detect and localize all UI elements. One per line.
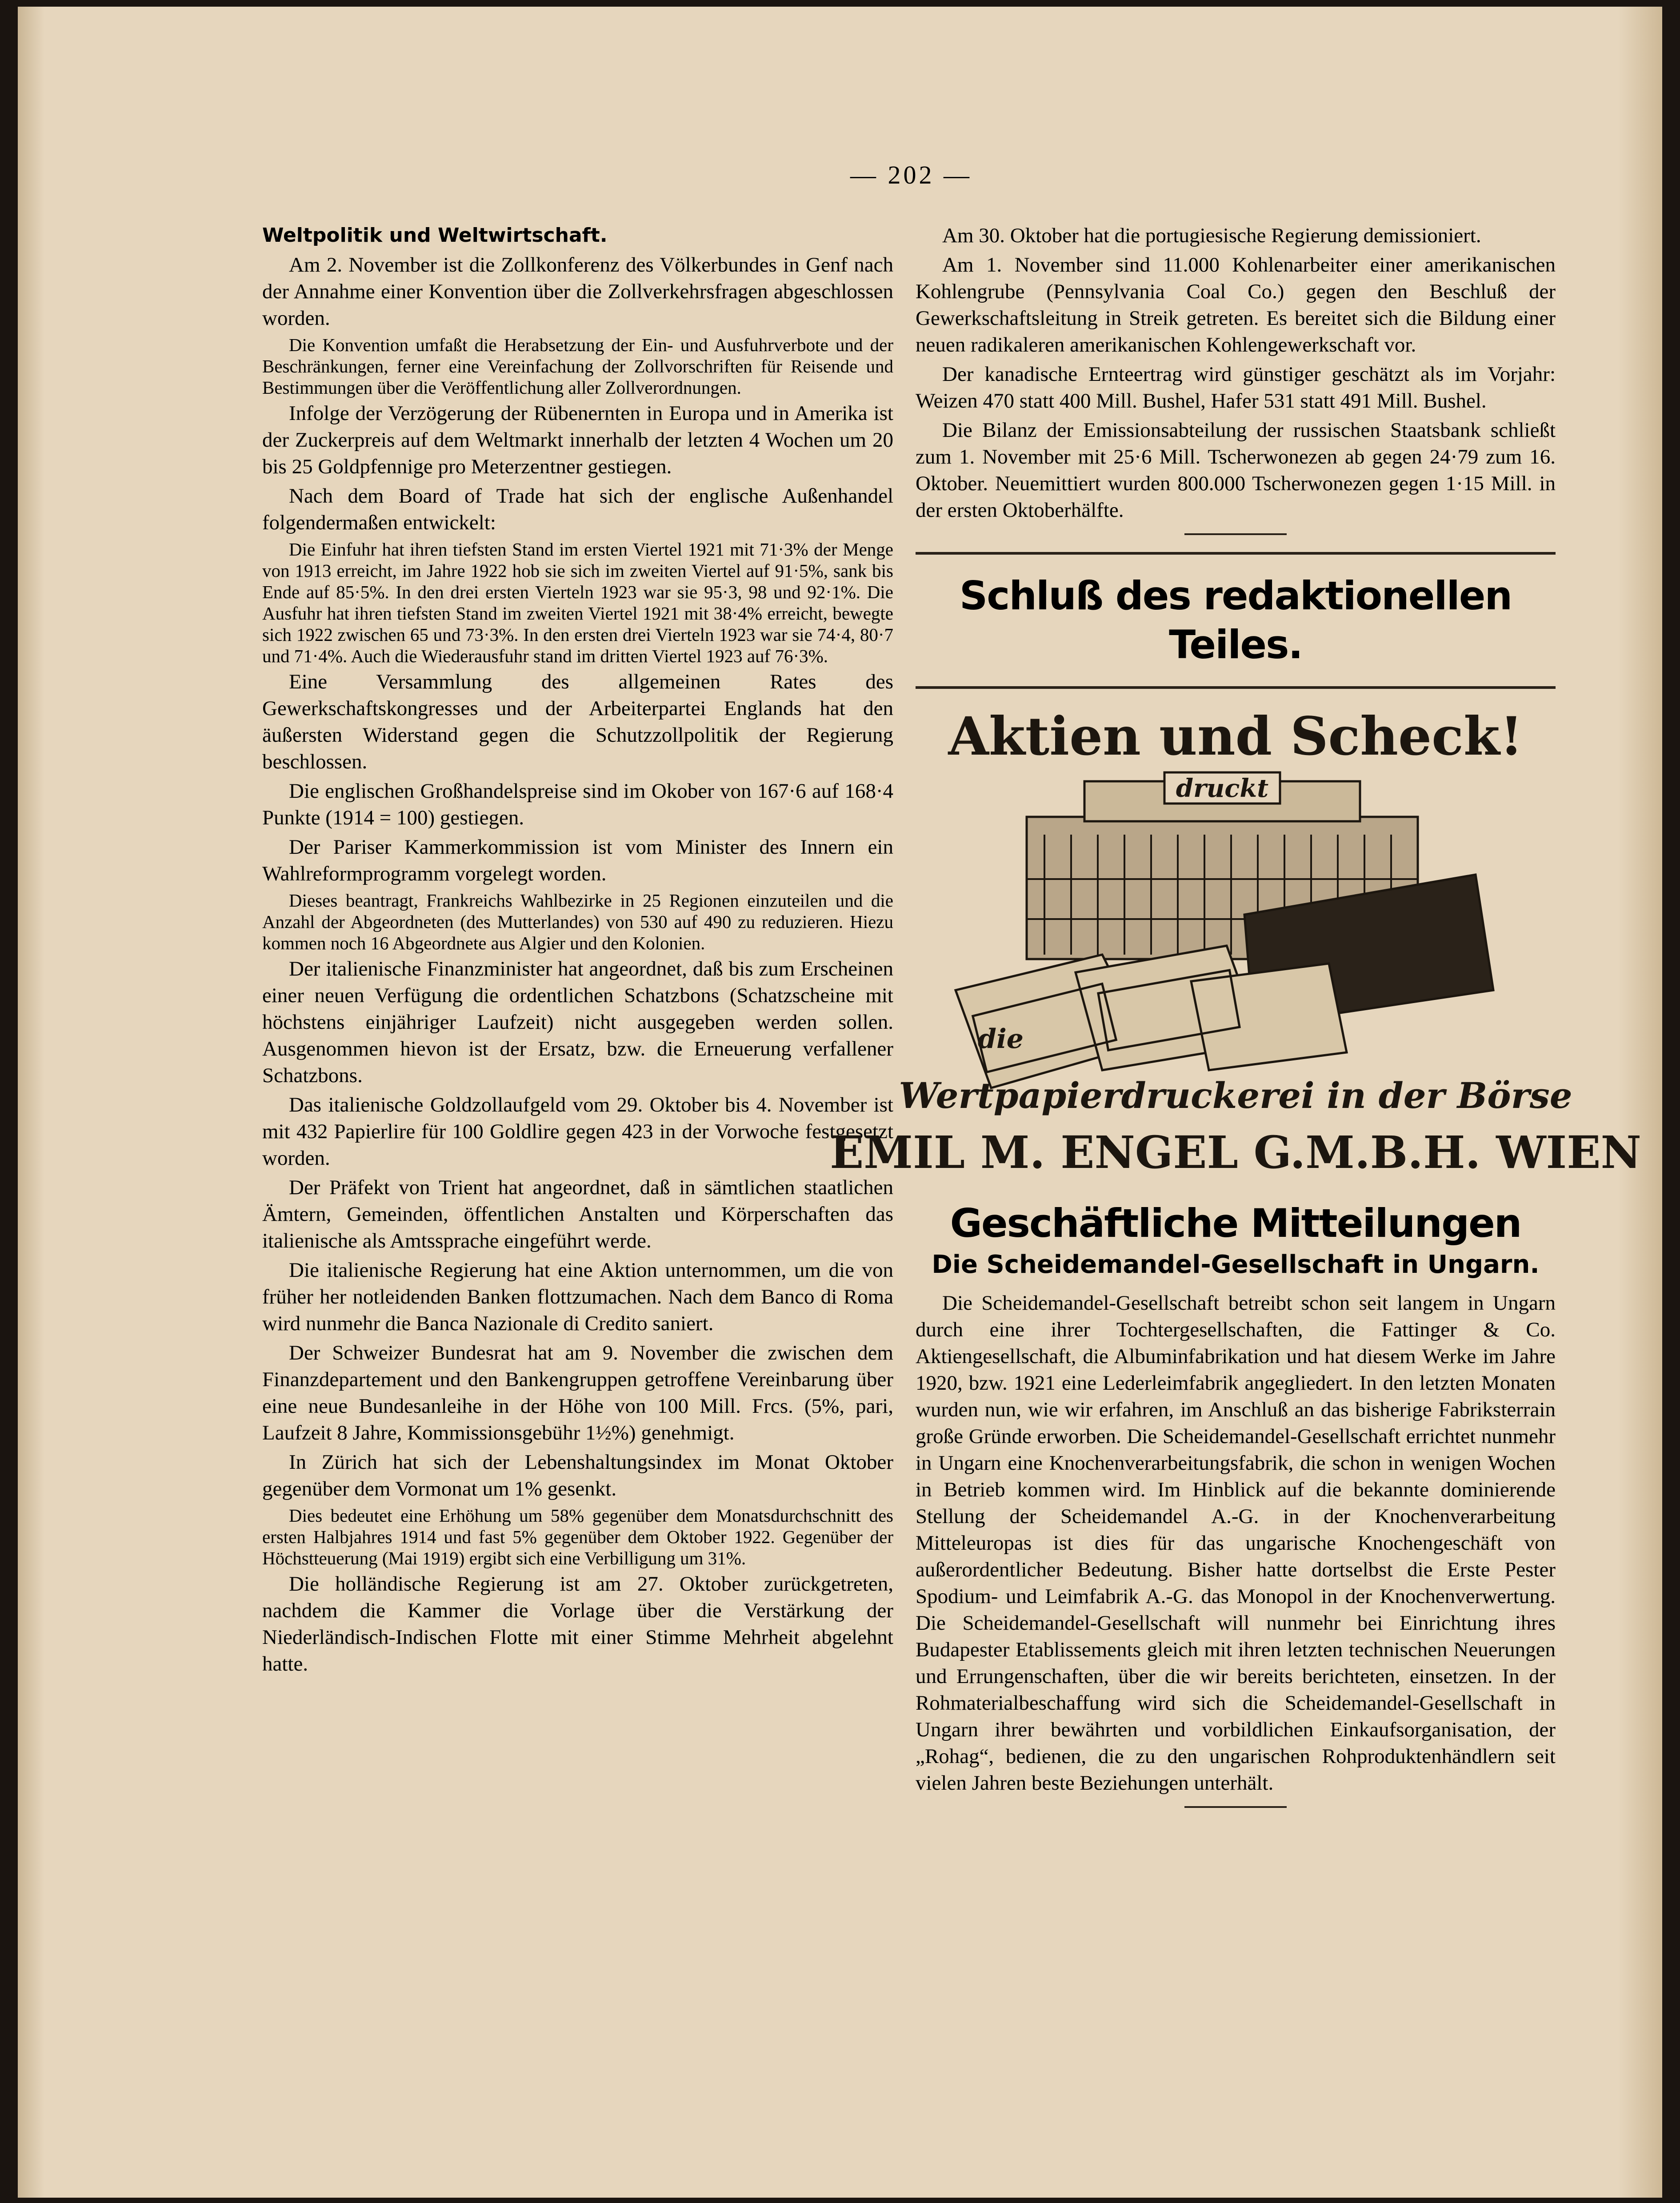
end-of-editorial-notice: Schluß des redaktionellen Teiles. [959, 573, 1512, 668]
left-paragraphs [262, 252, 893, 1677]
ad-company-name: EMIL M. ENGEL G.M.B.H. WIEN [830, 1126, 1641, 1179]
paragraph: Infolge der Verzögerung der Rübenernten in Europa und in Amerika ist der Zuckerpreis auf dem Weltmarkt innerhalb der letzten 4 Wochen um 20 bis 25 Goldpfennige pro Meterzentner gestiegen. [262, 402, 893, 478]
paragraph: Nach dem Board of Trade hat sich der englische Außenhandel folgendermaßen entwickelt: [262, 484, 893, 534]
paragraph: Dies bedeutet eine Erhöhung um 58% gegenüber dem Monatsdurchschnitt des ersten Halbjahres 1914 und fast 5% gegenüber dem Oktober 1922. Gegenüber der Höchstteuerung (Mai 1919) ergibt sich eine Verbilligung um 31%. [262, 1505, 893, 1568]
heavy-rule [916, 686, 1556, 689]
paragraph: Am 1. November sind 11.000 Kohlenarbeiter einer amerikanischen Kohlengrube (Pennsylvania Coal Co.) gegen den Beschluß der Gewerkschaftsleitung in Streik getreten. Es bereitet sich die Bildung einer neuen radikaleren amerikanischen Kohlengewerkschaft vor. [916, 253, 1556, 356]
paragraph: Die Konvention umfaßt die Herabsetzung der Ein- und Ausfuhrverbote und der Beschränkungen, ferner eine Vereinfachung der Zollvorschriften für Reisende und Bestimmungen über die Veröffentlichung aller Zollverordnungen. [262, 335, 893, 398]
advertisement-illustration [830, 705, 1641, 1181]
paragraph: Der Präfekt von Trient hat angeordnet, daß in sämtlichen staatlichen Ämtern, Gemeinden, öffentlichen Anstalten und Körperschaften das italienische als Amtssprache eingeführt werde. [262, 1176, 893, 1252]
page-number: — 202 — [850, 160, 972, 189]
paragraph: Die Einfuhr hat ihren tiefsten Stand im ersten Viertel 1921 mit 71·3% der Menge von 1913 erreicht, im Jahre 1922 hob sie sich im zweiten Viertel auf 91·5%, sank bis Ende auf 85·5%. In den drei ersten Vierteln 1923 war sie 95·3, 98 und 92·1%. Die Ausfuhr hat ihren tiefsten Stand im zweiten Viertel 1921 mit 38·4% erreicht, bewegte sich 1922 zwischen 65 und 73·3%. In den ersten drei Vierteln 1923 war sie 74·4, 80·7 und 71·4%. Auch die Wiederausfuhr stand im dritten Viertel 1923 auf 76·3%. [262, 539, 893, 666]
ad-die: die [978, 1024, 1024, 1055]
sub-heading-scheidemandel: Die Scheidemandel-Gesellschaft in Ungarn. [932, 1250, 1540, 1279]
paragraph: Der italienische Finanzminister hat angeordnet, daß bis zum Erscheinen einer neuen Verfügung die ordentlichen Schatzbons (Schatzscheine mit höchstens einjähriger Laufzeit) nicht ausgegeben werden sollen. Ausgenommen hievon ist der Ersatz, bzw. die Erneuerung verfallener Schatzbons. [262, 957, 893, 1087]
separator-rule [1184, 1806, 1287, 1808]
paragraph: Die Bilanz der Emissionsabteilung der russischen Staatsbank schließt zum 1. November mit 25·6 Mill. Tscherwonezen ab gegen 24·79 zum 16. Oktober. Neuemittiert wurden 800.000 Tscherwonezen gegen 1·15 Mill. in der ersten Oktoberhälfte. [916, 419, 1556, 522]
ad-printer-name: Wertpapierdruckerei in der Börse [899, 1075, 1572, 1116]
section-heading-geschaeftliche: Geschäftliche Mitteilungen [950, 1200, 1521, 1246]
page-fold-shadow [1618, 7, 1662, 2198]
paragraph: Der Schweizer Bundesrat hat am 9. November die zwischen dem Finanzdepartement und den Bankengruppen getroffene Vereinbarung über eine neue Bundesanleihe in der Höhe von 100 Mill. Frcs. (5%, pari, Laufzeit 8 Jahre, Kommissionsgebühr 1½%) genehmigt. [262, 1341, 893, 1444]
paragraph: Der Pariser Kammerkommission ist vom Minister des Innern ein Wahlreformprogramm vorgelegt worden. [262, 836, 893, 885]
paragraph: Die holländische Regierung ist am 27. Oktober zurückgetreten, nachdem die Kammer die Vorlage über die Verstärkung der Niederländisch-Indischen Flotte mit einer Stimme Mehrheit abgelehnt hatte. [262, 1572, 893, 1675]
ad-headline: Aktien und Scheck! [948, 705, 1523, 767]
paragraph: Am 30. Oktober hat die portugiesische Regierung demissioniert. [942, 224, 1481, 247]
paragraph: In Zürich hat sich der Lebenshaltungsindex im Monat Oktober gegenüber dem Vormonat um 1% gesenkt. [262, 1451, 893, 1500]
paragraph: Die italienische Regierung hat eine Aktion unternommen, um die von früher her notleidenden Banken flottzumachen. Nach dem Banco di Roma wird nunmehr die Banca Nazionale di Credito saniert. [262, 1259, 893, 1335]
right-paragraphs [916, 222, 1556, 524]
advertisement-engel [830, 705, 1641, 1181]
paragraph: Die englischen Großhandelspreise sind im Okober von 167·6 auf 168·4 Punkte (1914 = 100) gestiegen. [262, 780, 893, 829]
scheidemandel-article: Die Scheidemandel-Gesellschaft betreibt schon seit langem in Ungarn durch eine ihrer Tochtergesellschaften, die Fattinger & Co. Aktiengesellschaft, die Albuminfabrikation und hat diesem Werke im Jahre 1920, bzw. 1921 eine Lederleimfabrik angegliedert. In den letzten Monaten wurden nun, wie wir erfahren, im Anschluß an das bisherige Fabriksterrain große Gründe erworben. Die Scheidemandel-Gesellschaft errichtet nunmehr in Ungarn eine Knochenverarbeitungsfabrik, die schon in wenigen Wochen in Betrieb kommen wird. Im Hinblick auf die bekannte dominierende Stellung der Scheidemandel A.-G. in der Knochenverarbeitung Mitteleuropas ist dies für das ungarische Knochengeschäft von außerordentlicher Bedeutung. Bisher hatte dortselbst die Erste Pester Spodium- und Leimfabrik A.-G. das Monopol in der Knochenverwertung. Die Scheidemandel-Gesellschaft will nunmehr bei Einrichtung ihres Budapester Etablissements gleich mit ihren letzten technischen Neuerungen und Errungenschaften, über die wir bereits berichteten, einsetzen. In der Rohmaterialbeschaffung wird sich die Scheidemandel-Gesellschaft in Ungarn ihrer bewährten und vorbildlichen Einkaufsorganisation, der „Rohag“, bedienen, die zu den ungarischen Rohproduktenhändlern seit vielen Jahren beste Beziehungen unterhält. [916, 1291, 1556, 1795]
paragraph: Eine Versammlung des allgemeinen Rates des Gewerkschaftskongresses und der Arbeiterpartei Englands hat den äußersten Widerstand gegen die Schutzzollpolitik der Regierung beschlossen. [262, 670, 893, 773]
paragraph: Am 2. November ist die Zollkonferenz des Völkerbundes in Genf nach der Annahme einer Konvention über die Zollverkehrsfragen abgeschlossen worden. [262, 253, 893, 330]
paragraph: Dieses beantragt, Frankreichs Wahlbezirke in 25 Regionen einzuteilen und die Anzahl der Abgeordneten (des Mutterlandes) von 530 auf 490 zu reduzieren. Hiezu kommen noch 16 Abgeordnete aus Algier und den Kolonien. [262, 890, 893, 953]
section-heading-weltpolitik: Weltpolitik und Weltwirtschaft. [262, 224, 608, 247]
separator-rule [1184, 533, 1287, 535]
right-column [830, 222, 1641, 1820]
left-column [262, 222, 893, 1680]
ad-druckt: druckt [1176, 774, 1269, 803]
paragraph: Der kanadische Ernteertrag wird günstiger geschätzt als im Vorjahr: Weizen 470 statt 400 Mill. Bushel, Hafer 531 statt 491 Mill. Bushel. [916, 363, 1556, 412]
heavy-rule [916, 552, 1556, 555]
page-edge-shadow [18, 7, 44, 2198]
paragraph: Das italienische Goldzollaufgeld vom 29. Oktober bis 4. November ist mit 432 Papierlire für 100 Goldlire gegen 423 in der Vorwoche festgesetzt worden. [262, 1093, 893, 1170]
